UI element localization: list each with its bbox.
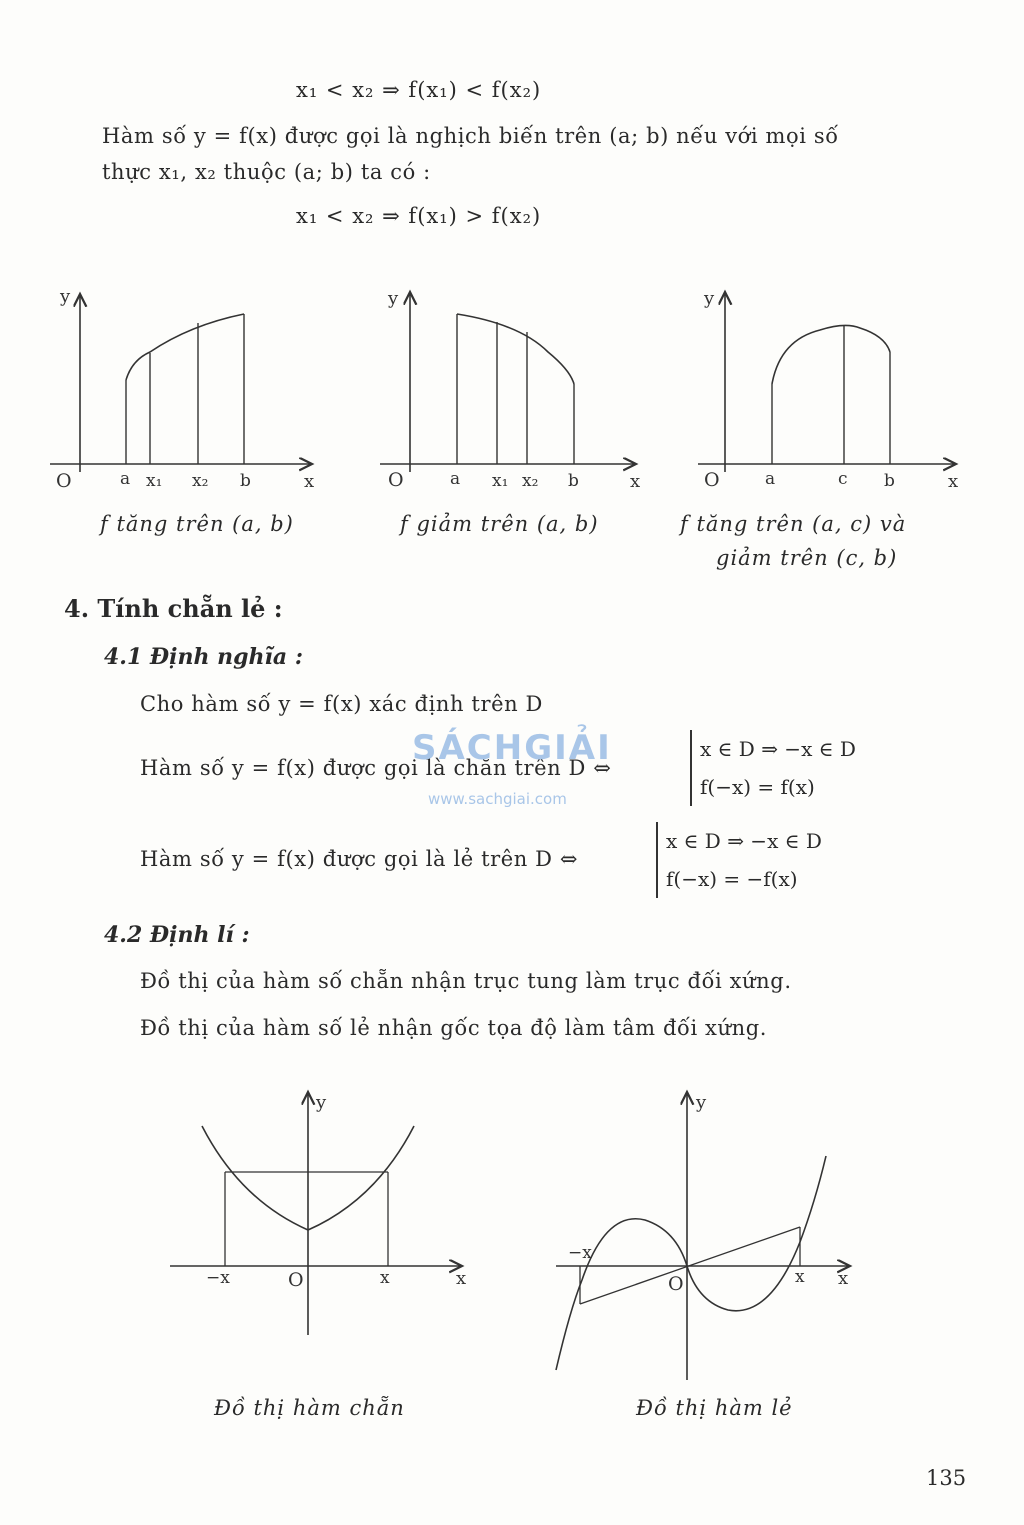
tick-a: a: [450, 469, 461, 489]
pos-x-label: x: [795, 1267, 805, 1287]
graph-even-function: [170, 1092, 466, 1335]
x-label: x: [948, 471, 959, 492]
section-heading-parity: 4. Tính chẵn lẻ :: [64, 594, 283, 623]
tick-b: b: [884, 471, 895, 491]
caption-even-graph: Đồ thị hàm chẵn: [214, 1396, 405, 1420]
x-label: x: [630, 471, 641, 492]
graph-increase-decrease: [698, 288, 958, 492]
caption-odd-graph: Đồ thị hàm lẻ: [636, 1396, 793, 1420]
tick-x1: x₁: [146, 471, 163, 491]
theorem-line-2: Đồ thị của hàm số lẻ nhận gốc tọa độ làm tâm đối xứng.: [140, 1016, 768, 1040]
hump-curve: [772, 325, 890, 384]
origin-label: O: [288, 1269, 304, 1291]
y-label: y: [704, 288, 715, 309]
decreasing-definition-line1: Hàm số y = f(x) được gọi là nghịch biến trên (a; b) nếu với mọi số: [102, 124, 839, 148]
origin-label: O: [668, 1273, 684, 1295]
graph-decreasing: [380, 288, 640, 492]
x-label: x: [456, 1268, 467, 1289]
tick-b: b: [240, 471, 251, 491]
neg-x-label: −x: [206, 1268, 230, 1288]
watermark-logo: SÁCHGIẢI: [412, 728, 612, 768]
tick-x1: x₁: [492, 471, 509, 491]
tick-c: c: [838, 469, 848, 489]
caption-increase-decrease-1: f tăng trên (a, c) và: [680, 512, 907, 536]
page-number: 135: [926, 1466, 967, 1490]
tick-a: a: [120, 469, 131, 489]
parity-graphs: [0, 1080, 1024, 1390]
y-label: y: [388, 288, 399, 309]
y-label: y: [696, 1092, 707, 1113]
theorem-line-1: Đồ thị của hàm số chẵn nhận trục tung làm trục đối xứng.: [140, 969, 792, 993]
graph-increasing: [50, 286, 314, 492]
decreasing-curve: [457, 314, 574, 384]
odd-definition: Hàm số y = f(x) được gọi là lẻ trên D ⇔: [140, 847, 579, 871]
graph-odd-function: [556, 1092, 850, 1380]
origin-label: O: [56, 470, 72, 492]
x-label: x: [304, 471, 315, 492]
increasing-formula: x₁ < x₂ ⇒ f(x₁) < f(x₂): [296, 78, 542, 102]
monotonic-graphs: [0, 270, 1024, 510]
tick-x2: x₂: [522, 471, 539, 491]
decreasing-definition-line2: thực x₁, x₂ thuộc (a; b) ta có :: [102, 160, 431, 184]
subsection-heading-definition: 4.1 Định nghĩa :: [104, 644, 303, 670]
caption-decreasing: f giảm trên (a, b): [400, 512, 599, 536]
even-conditions: [690, 730, 856, 806]
even-condition-1: x ∈ D ⇒ −x ∈ D: [700, 737, 856, 761]
odd-condition-2: f(−x) = −f(x): [666, 867, 798, 891]
neg-x-label: −x: [568, 1243, 592, 1263]
tick-a: a: [765, 469, 776, 489]
odd-conditions: [656, 822, 822, 898]
decreasing-formula: x₁ < x₂ ⇒ f(x₁) > f(x₂): [296, 204, 542, 228]
odd-condition-1: x ∈ D ⇒ −x ∈ D: [666, 829, 822, 853]
even-definition: Hàm số y = f(x) được gọi là chẵn trên D ⇔: [140, 756, 612, 780]
pos-x-label: x: [380, 1268, 390, 1288]
tick-x2: x₂: [192, 471, 209, 491]
x-label: x: [838, 1268, 849, 1289]
given-function: Cho hàm số y = f(x) xác định trên D: [140, 692, 543, 716]
cubic-curve: [556, 1156, 826, 1370]
caption-increasing: f tăng trên (a, b): [100, 512, 294, 536]
tick-b: b: [568, 471, 579, 491]
even-condition-2: f(−x) = f(x): [700, 775, 815, 799]
y-label: y: [60, 286, 71, 307]
origin-label: O: [704, 469, 720, 491]
caption-increase-decrease-2: giảm trên (c, b): [716, 546, 898, 570]
y-label: y: [316, 1092, 327, 1113]
origin-label: O: [388, 469, 404, 491]
increasing-curve: [126, 314, 244, 380]
watermark-url: www.sachgiai.com: [428, 790, 567, 808]
subsection-heading-theorem: 4.2 Định lí :: [104, 922, 250, 948]
